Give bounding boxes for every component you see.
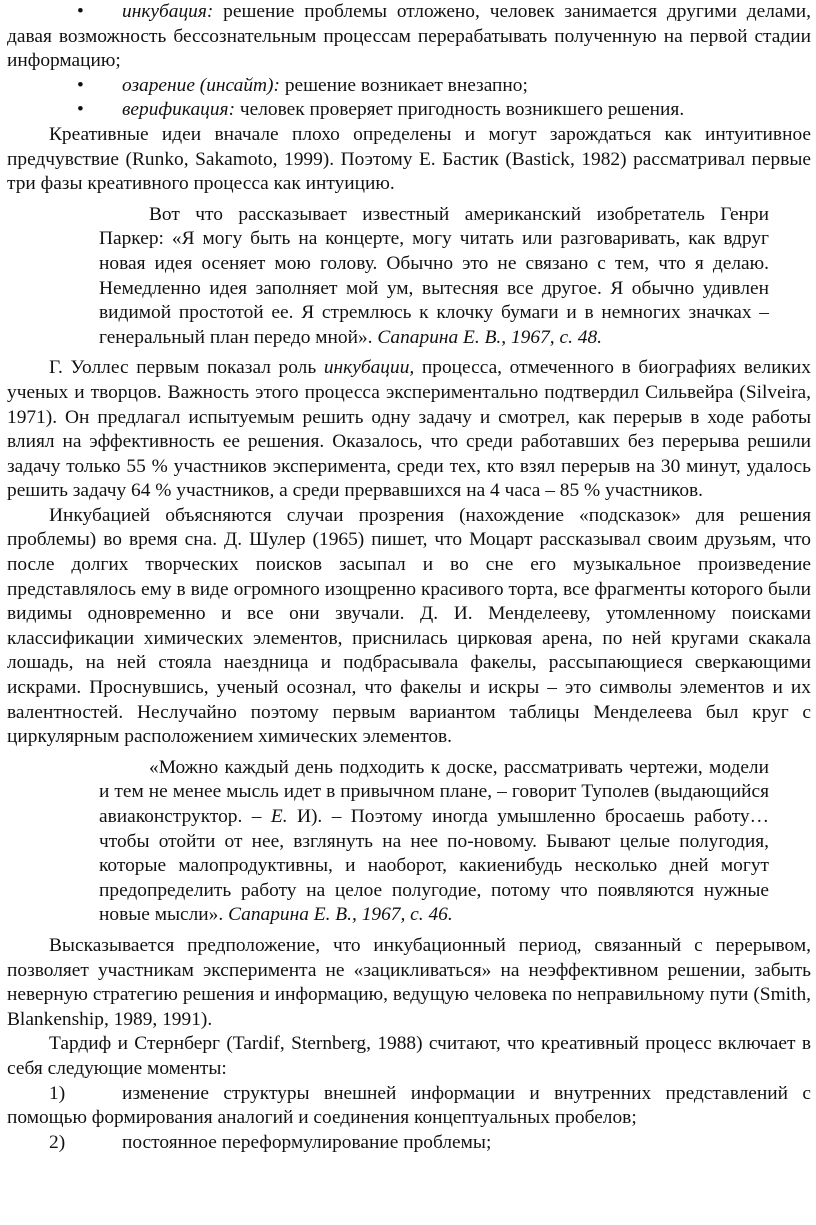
bullet-insight xyxy=(7,74,811,99)
bullet-mark: • xyxy=(77,99,84,121)
bullet-mark: • xyxy=(77,1,84,22)
quote-source: Сапарина Е. В., 1967, с. 48. xyxy=(372,326,602,348)
paragraph-wallace xyxy=(7,356,811,504)
bullet-text: человек проверяет пригодность возникшего решения. xyxy=(235,99,685,121)
bullet-verification xyxy=(7,98,811,123)
quote-initial: Е. xyxy=(270,806,288,827)
list-text: изменение структуры внешней информации и внутренних представлений с помощью формирования аналогий и соединения концептуальных пробелов; xyxy=(7,1082,811,1129)
quote-text xyxy=(99,756,769,928)
paragraph-incubation-sleep: Инкубацией объясняются случаи прозрения (нахождение «подсказок» для решения проблемы) во время сна. Д. Шулер (1965) пишет, что Моцарт рассказывал своим друзьям, что после долгих творческих поисков засыпал и во сне его музыкальное произведение представлялось ему в виде огромного изощренно красивого торта, все фрагменты которого были видимы одновременно и все они звучали. Д. И. Менделееву, утомленному поисками классификации химических элементов, приснилась цирковая арена, по ней кругами скакала лошадь, на ней стояла наездница и подбрасывала факелы, рассыпающиеся сверкающими искрами. Проснувшись, ученый осознал, что факелы и искры – это символы элементов и их валентностей. Неслучайно поэтому первым вариантом таблицы Менделеева был круг с циркулярным расположением химических элементов. xyxy=(7,504,811,748)
paragraph-text: Г. Уоллес первым показал роль xyxy=(49,357,324,379)
list-item-2 xyxy=(7,1131,811,1156)
quote-body: Вот что рассказывает известный американский изобретатель Генри Паркер: «Я могу быть на концерте, могу читать или разговаривать, как вдруг новая идея осеняет мою голову. Обычно это не связано с тем, что я делаю. Немедленно идея заполняет мой ум, вытесняя все другое. Я обычно удивлен видимой простотой ее. Я стремлюсь к клочку бумаги и в немногих значках – генеральный план передо мной». xyxy=(99,203,769,348)
quote-tupolev xyxy=(99,756,769,928)
bullet-term: озарение (инсайт): xyxy=(122,74,280,96)
quote-parker xyxy=(99,203,769,351)
list-number: 1) xyxy=(49,1082,66,1104)
bullet-term: верификация: xyxy=(122,99,236,121)
quote-source: Сапарина Е. В., 1967, с. 46. xyxy=(223,904,453,926)
bullet-mark: • xyxy=(77,74,84,96)
bullet-incubation xyxy=(7,0,811,74)
list-item-1 xyxy=(7,1082,811,1131)
bullet-text: решение возникает внезапно; xyxy=(279,74,528,96)
quote-body: И). – Поэтому иногда умышленно бросаешь работу… чтобы отойти от нее, взглянуть на нее по-новому. Бывают целые полугодия, которые малопродуктивны, и наоборот, какиенибудь несколько дней могут предопределить работу на целое полугодие, потому что появляются нужные новые мысли». xyxy=(99,806,770,926)
paragraph-term: инкубации, xyxy=(323,357,415,379)
bullet-term: инкубация: xyxy=(122,1,214,22)
quote-body: «Можно каждый день подходить к доске, рассматривать чертежи, модели и тем не менее мысль идет в привычном плане, – говорит Туполев (выдающийся авиаконструктор. – xyxy=(99,756,769,827)
paragraph-hypothesis: Высказывается предположение, что инкубационный период, связанный с перерывом, позволяет участникам эксперимента не «зацикливаться» на неэффективном решении, забыть неверную стратегию решения и информацию, ведущую человека по неправильному пути (Smith, Blankenship, 1989, 1991). xyxy=(7,934,811,1030)
list-text: постоянное переформулирование проблемы; xyxy=(122,1131,492,1153)
paragraph-creative-ideas: Креативные идеи вначале плохо определены и могут зарождаться как интуитивное предчувствие (Runko, Sakamoto, 1999). Поэтому Е. Бастик (Bastick, 1982) рассматривал первые три фазы креативного процесса как интуицию. xyxy=(7,123,811,195)
paragraph-text: процесса, отмеченного в биографиях великих ученых и творцов. Важность этого процесса экспериментально подтвердил Сильвейра (Silveira, 1971). Он предлагал испытуемым решить одну задачу и смотрел, как перерыв в ходе работы влиял на эффективность ее решения. Оказалось, что среди работавших без перерыва решили задачу только 55 % участников эксперимента, среди тех, кто взял перерыв на 30 минут, удалось решить задачу 64 % участников, а среди прервавшихся на 4 часа – 85 % участников. xyxy=(7,357,811,502)
paragraph-tardif: Тардиф и Стернберг (Tardif, Sternberg, 1988) считают, что креативный процесс включает в себя следующие моменты: xyxy=(7,1033,811,1079)
quote-text xyxy=(99,203,769,351)
bullet-text: решение проблемы отложено, человек занимается другими делами, давая возможность бессознательным процессам перерабатывать полученную на первой стадии информацию; xyxy=(7,1,811,72)
list-number: 2) xyxy=(49,1131,66,1153)
